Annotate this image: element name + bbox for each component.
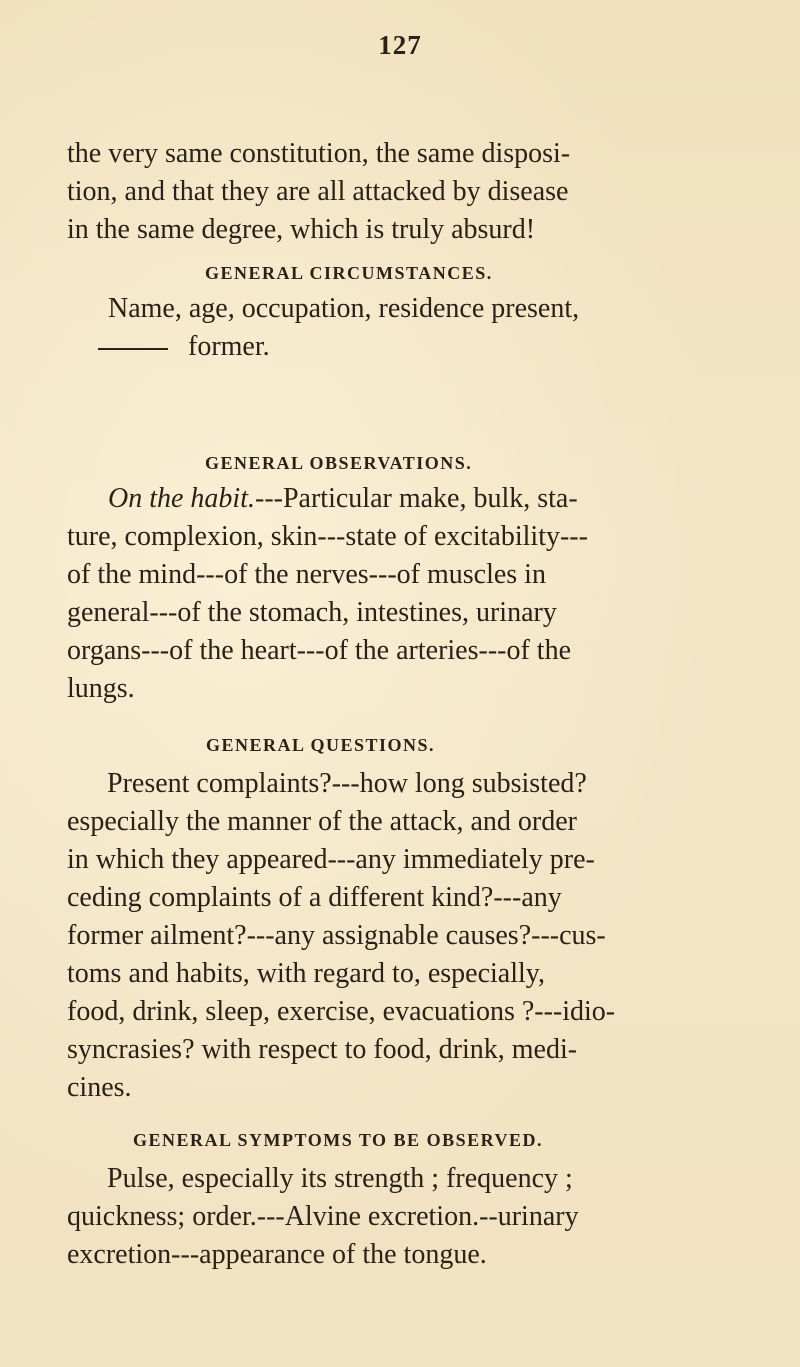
text-line [67, 480, 667, 518]
text-line: lungs. [67, 673, 135, 704]
text-line: Name, age, occupation, residence present, [108, 293, 580, 324]
circumstances-paragraph [68, 290, 668, 366]
text-span: ---Particular make, bulk, sta- [255, 483, 578, 514]
text-line: the very same constitution, the same disposi- [67, 138, 571, 169]
text-line: Pulse, especially its strength ; frequency ; [107, 1163, 573, 1194]
text-line: ceding complaints of a different kind?---any [67, 882, 562, 913]
heading-general-observations: GENERAL OBSERVATIONS. [205, 453, 473, 473]
text-line: excretion---appearance of the tongue. [67, 1239, 487, 1270]
questions-paragraph [67, 765, 667, 1107]
text-line: cines. [67, 1072, 132, 1103]
heading-general-circumstances: GENERAL CIRCUMSTANCES. [205, 263, 493, 283]
text-line: toms and habits, with regard to, especially, [67, 958, 545, 989]
page-number: 127 [378, 30, 422, 60]
text-span: former. [188, 331, 270, 362]
text-line: in which they appeared---any immediately pre- [67, 844, 595, 875]
symptoms-paragraph [67, 1160, 667, 1274]
text-line [68, 328, 668, 366]
text-line: syncrasies? with respect to food, drink, medi- [67, 1034, 578, 1065]
text-line: food, drink, sleep, exercise, evacuations ?---idio- [67, 996, 616, 1027]
heading-general-questions: GENERAL QUESTIONS. [206, 735, 436, 755]
text-line: quickness; order.---Alvine excretion.--urinary [67, 1201, 579, 1232]
ditto-dash [98, 348, 168, 350]
text-line: tion, and that they are all attacked by disease [67, 176, 569, 207]
text-line: especially the manner of the attack, and order [67, 806, 577, 837]
text-line: general---of the stomach, intestines, urinary [67, 597, 557, 628]
italic-lead: On the habit. [108, 483, 255, 514]
observations-paragraph [67, 480, 667, 708]
text-line: former ailment?---any assignable causes?---cus- [67, 920, 606, 951]
text-line: ture, complexion, skin---state of excitability--- [67, 521, 588, 552]
text-line: organs---of the heart---of the arteries---of the [67, 635, 571, 666]
text-line: of the mind---of the nerves---of muscles in [67, 559, 546, 590]
text-line: Present complaints?---how long subsisted? [107, 768, 587, 799]
text-line: in the same degree, which is truly absurd! [67, 214, 536, 245]
intro-paragraph [67, 135, 667, 249]
heading-general-symptoms: GENERAL SYMPTOMS TO BE OBSERVED. [133, 1130, 543, 1150]
